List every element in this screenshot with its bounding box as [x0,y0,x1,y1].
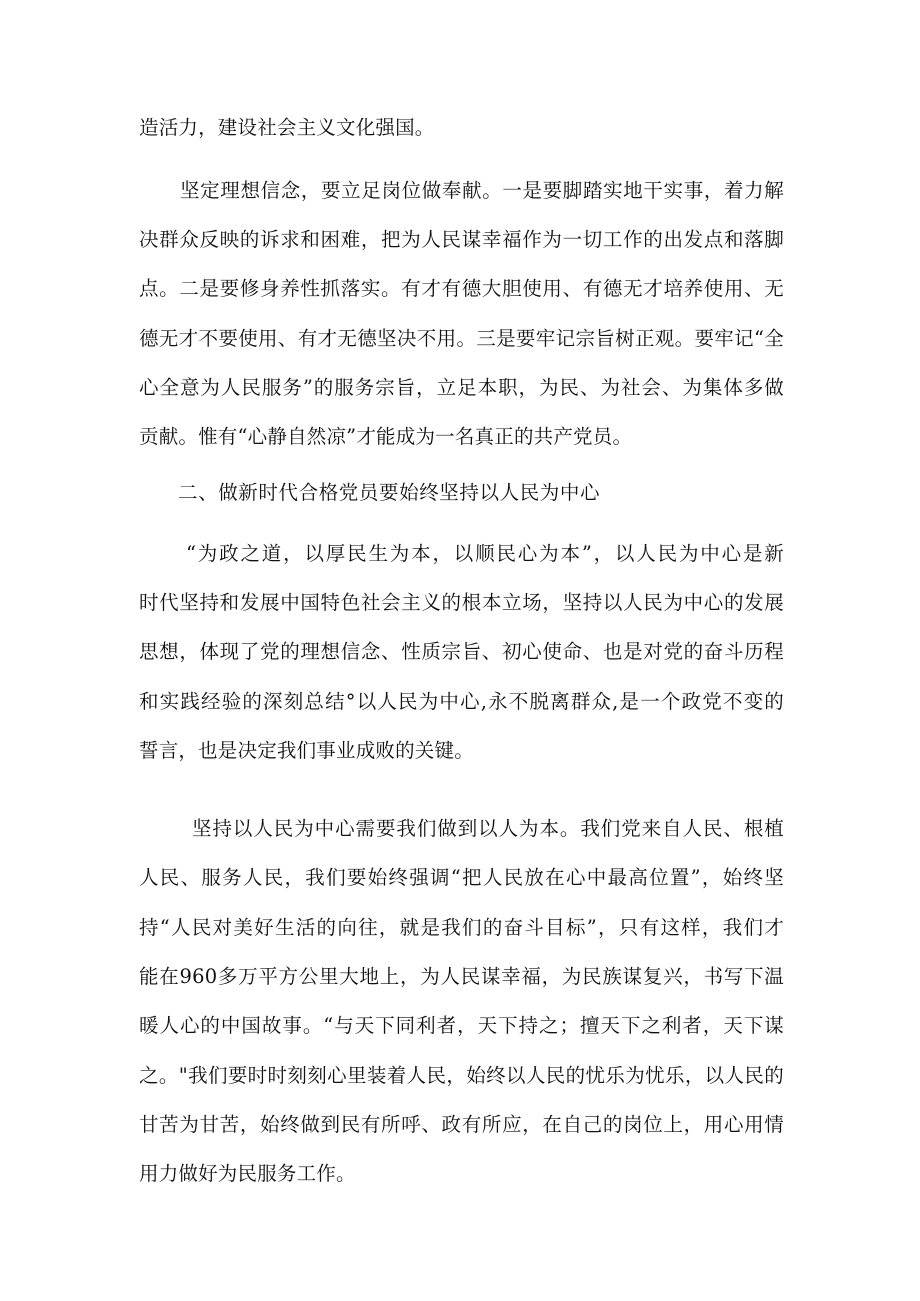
paragraph-4-line-8: 用力做好为民服务工作。 [139,1162,356,1185]
paragraph-4-line-4: 能在960多万平方公里大地上，为人民谋幸福，为民族谋复兴，书写下温 [139,965,784,988]
paragraph-2-line-1: 坚定理想信念，要立足岗位做奉献。一是要脚踏实地干实事，着力解 [180,179,784,202]
paragraph-2-line-5: 心全意为人民服务”的服务宗旨，立足本职，为民、为社会、为集体多做 [139,376,784,399]
paragraph-3-line-1: “为政之道，以厚民生为本，以顺民心为本”，以人民为中心是新 [186,542,784,565]
paragraph-4-line-5: 暖人心的中国故事。“与天下同利者，天下持之；擅天下之利者，天下谋 [139,1014,784,1037]
paragraph-3-line-5: 誓言，也是决定我们事业成败的关键。 [139,739,474,762]
paragraph-2-line-4: 德无才不要使用、有才无德坚决不用。三是要牢记宗旨树正观。要牢记“全 [139,327,784,350]
paragraph-2-line-6: 贡献。惟有“心静自然凉”才能成为一名真正的共产党员。 [139,425,633,448]
paragraph-4-line-7: 甘苦为甘苦，始终做到民有所呼、政有所应，在自己的岗位上，用心用情 [139,1113,784,1136]
paragraph-4-line-3: 持“人民对美好生活的向往，就是我们的奋斗目标”，只有这样，我们才 [139,916,784,939]
paragraph-4-line-2: 人民、服务人民，我们要始终强调“把人民放在心中最高位置”，始终坚 [139,866,784,889]
paragraph-1-line-1: 造活力，建设社会主义文化强国。 [139,116,435,139]
section-heading: 二、做新时代合格党员要始终坚持以人民为中心 [178,481,601,504]
paragraph-3-line-4: 和实践经验的深刻总结°以人民为中心,永不脱离群众,是一个政党不变的 [139,690,784,713]
paragraph-2-line-3: 点。二是要修身养性抓落实。有才有德大胆使用、有德无才培养使用、无 [139,277,784,300]
paragraph-3-line-2: 时代坚持和发展中国特色社会主义的根本立场，坚持以人民为中心的发展 [139,591,784,614]
paragraph-3-line-3: 思想，体现了党的理想信念、性质宗旨、初心使命、也是对党的奋斗历程 [139,640,784,663]
paragraph-4-line-6: 之。"我们要时时刻刻心里装着人民，始终以人民的忧乐为忧乐，以人民的 [139,1064,784,1087]
paragraph-4-line-1: 坚持以人民为中心需要我们做到以人为本。我们党来自人民、根植 [192,817,784,840]
paragraph-2-line-2: 决群众反映的诉求和困难，把为人民谋幸福作为一切工作的出发点和落脚 [139,228,784,251]
